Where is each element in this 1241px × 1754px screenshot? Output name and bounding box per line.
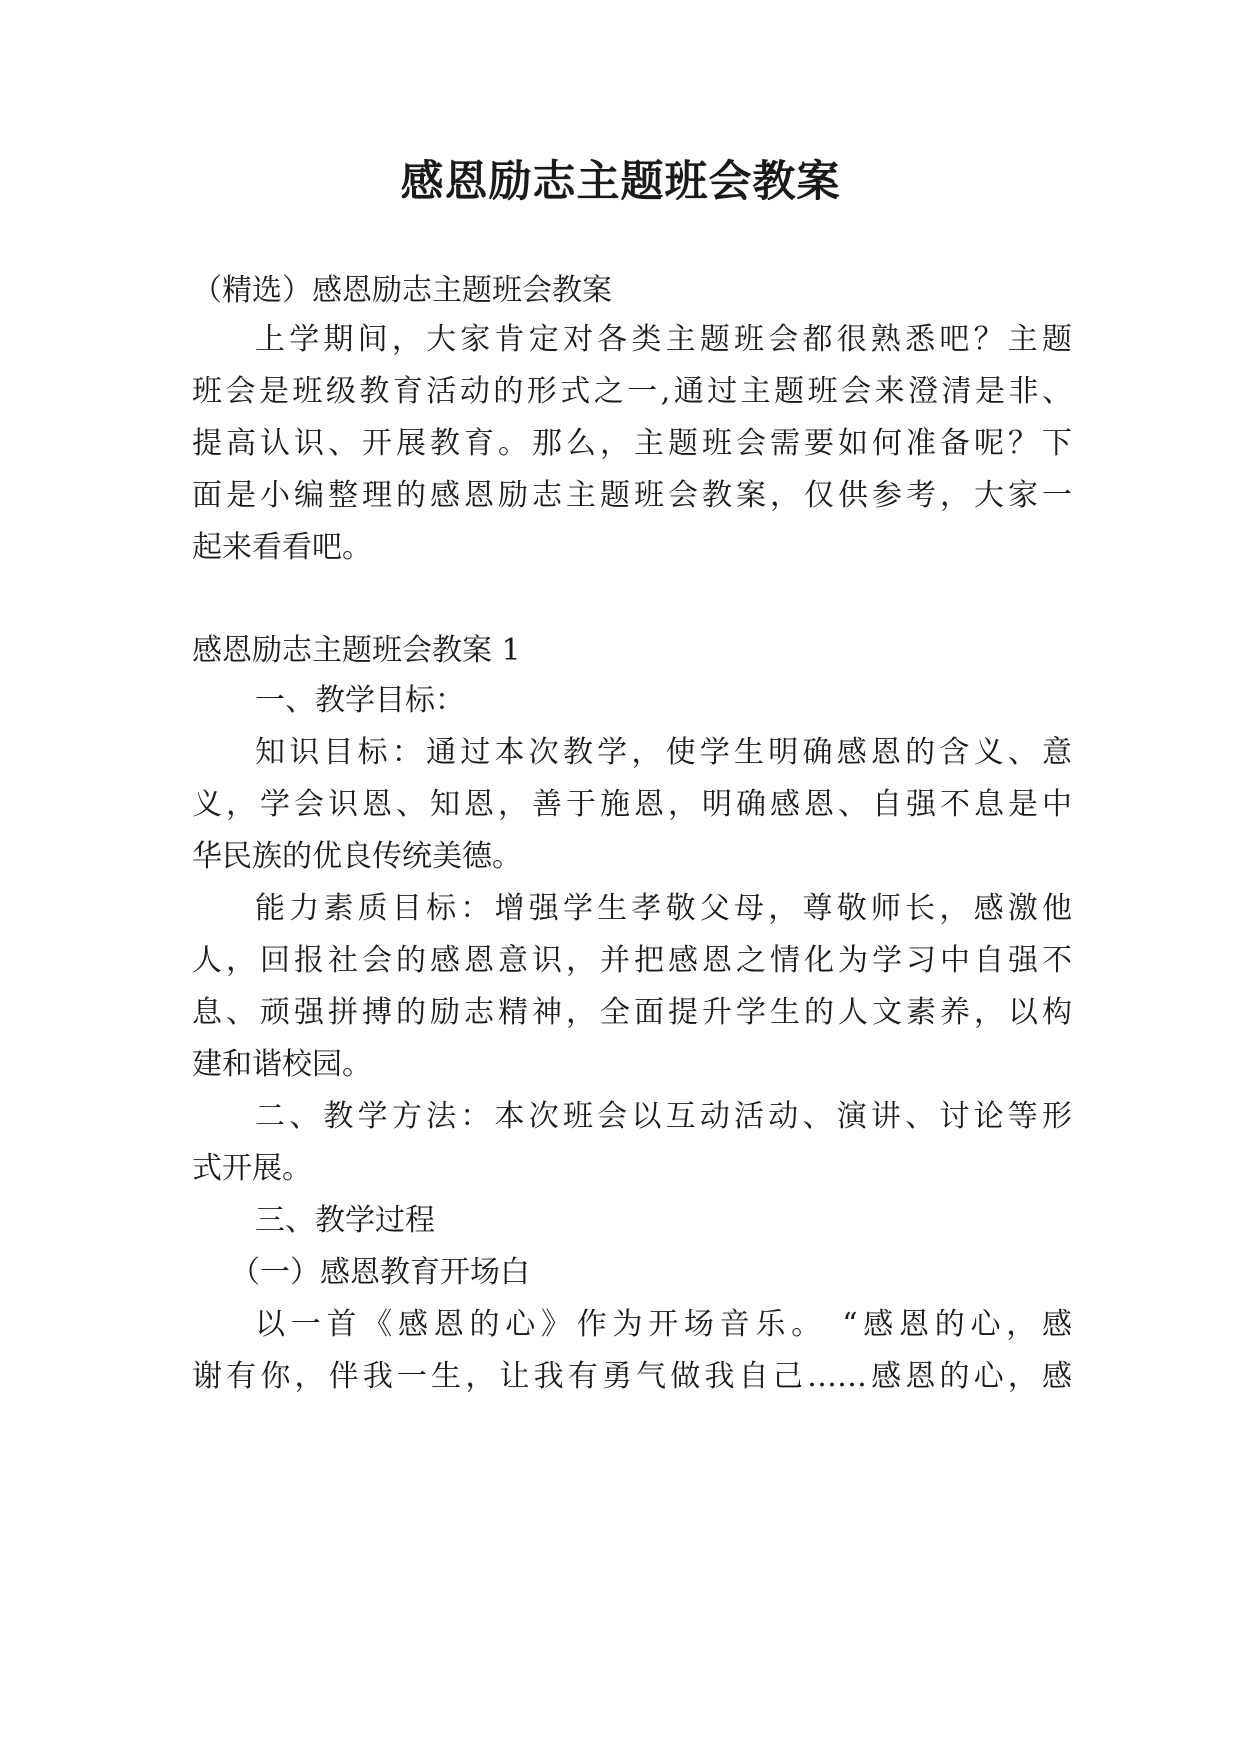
section-heading: 感恩励志主题班会教案 1 bbox=[192, 633, 521, 668]
teaching-method-line: 式开展。 bbox=[192, 1151, 312, 1186]
intro-paragraph-line: 提高认识、开展教育。那么，主题班会需要如何准备呢？下 bbox=[192, 426, 1072, 461]
subheading-teaching-process: 三、教学过程 bbox=[255, 1203, 435, 1238]
ability-goal-line: 息、顽强拼搏的励志精神，全面提升学生的人文素养，以构 bbox=[192, 995, 1072, 1030]
intro-paragraph-line: 班会是班级教育活动的形式之一,通过主题班会来澄清是非、 bbox=[192, 374, 1072, 409]
intro-paragraph-line: 起来看看吧。 bbox=[192, 530, 372, 565]
teaching-method-line: 二、教学方法：本次班会以互动活动、演讲、讨论等形 bbox=[255, 1099, 1072, 1134]
subheading-opening: （一）感恩教育开场白 bbox=[230, 1255, 530, 1290]
knowledge-goal-line: 义，学会识恩、知恩，善于施恩，明确感恩、自强不息是中 bbox=[192, 787, 1072, 822]
ability-goal-line: 能力素质目标：增强学生孝敬父母，尊敬师长，感激他 bbox=[255, 891, 1072, 926]
opening-paragraph-line: 以一首《感恩的心》作为开场音乐。 “感恩的心，感 bbox=[255, 1307, 1072, 1342]
subheading-teaching-goals: 一、教学目标： bbox=[255, 683, 465, 718]
page-title: 感恩励志主题班会教案 bbox=[400, 157, 841, 207]
intro-paragraph-line: 上学期间，大家肯定对各类主题班会都很熟悉吧？主题 bbox=[255, 322, 1072, 357]
intro-paragraph-line: 面是小编整理的感恩励志主题班会教案，仅供参考，大家一 bbox=[192, 478, 1072, 513]
ability-goal-line: 人，回报社会的感恩意识，并把感恩之情化为学习中自强不 bbox=[192, 943, 1072, 978]
ability-goal-line: 建和谐校园。 bbox=[192, 1047, 372, 1082]
knowledge-goal-line: 华民族的优良传统美德。 bbox=[192, 839, 522, 874]
subtitle-line: （精选）感恩励志主题班会教案 bbox=[192, 273, 612, 308]
opening-paragraph-line: 谢有你，伴我一生，让我有勇气做我自己……感恩的心，感 bbox=[192, 1359, 1072, 1394]
knowledge-goal-line: 知识目标：通过本次教学，使学生明确感恩的含义、意 bbox=[255, 735, 1072, 770]
